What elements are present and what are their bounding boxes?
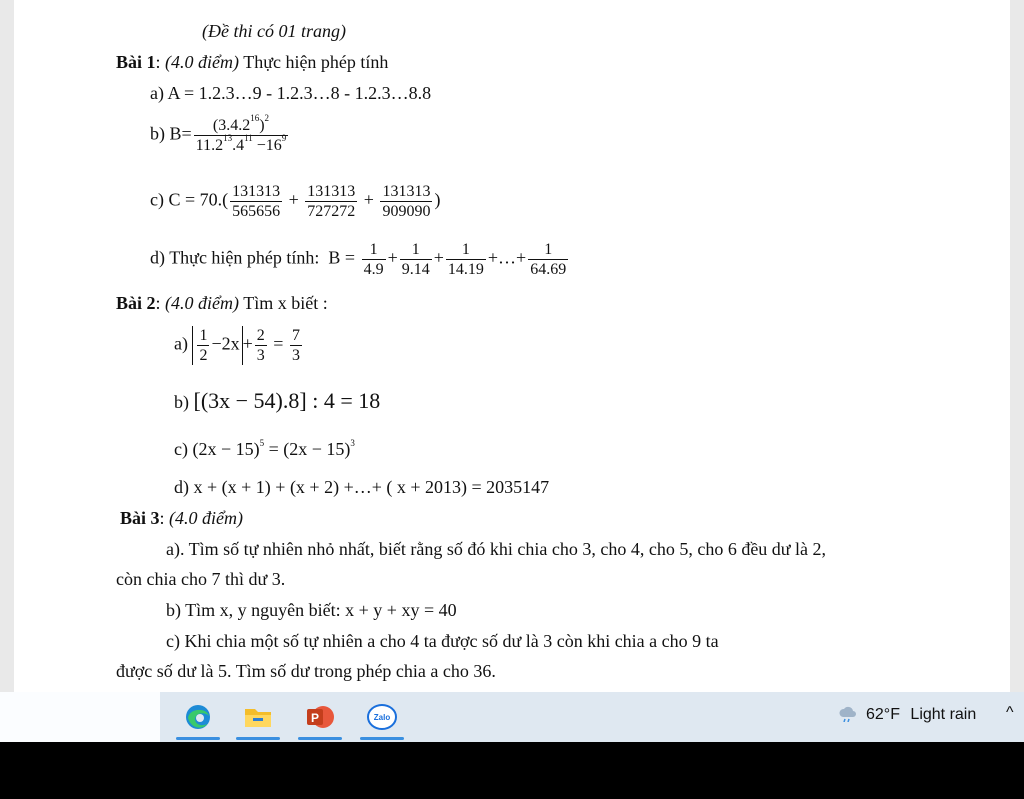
c-base2: (2x − 15) — [283, 439, 351, 459]
bai3-heading: Bài 3: (4.0 điểm) — [120, 508, 244, 528]
c-close: ) — [434, 189, 441, 210]
taskbar-file-explorer-button[interactable] — [236, 698, 280, 736]
taskbar-zalo-button[interactable] — [360, 698, 404, 736]
d-d2: 9.14 — [401, 261, 430, 278]
bai3-c-line2: được số dư là 5. Tìm số dư trong phép chia a cho 36. — [116, 661, 496, 681]
bai1-heading: Bài 1: (4.0 điểm) Thực hiện phép tính — [116, 52, 389, 72]
folder-icon — [243, 704, 273, 730]
taskbar-edge-button[interactable] — [176, 698, 220, 736]
a-frac-1 — [197, 326, 209, 365]
c-n1: 131313 — [232, 183, 281, 200]
bai2-d-expr: x + (x + 1) + (x + 2) +…+ ( x + 2013) = 2035147 — [193, 477, 550, 497]
active-indicator — [236, 737, 280, 740]
bai1-d-text: Thực hiện phép tính: — [169, 247, 320, 268]
bai3-title: Bài 3 — [120, 508, 160, 528]
bai1-b-label: b) — [150, 123, 165, 144]
c-frac-1 — [230, 182, 282, 221]
a-eq: = — [273, 333, 284, 354]
bai1-c-label: c) — [150, 189, 164, 210]
bai1-c — [150, 182, 440, 221]
bai3-a-line2: còn chia cho 7 thì dư 3. — [116, 569, 286, 589]
b-den-e3: 9 — [281, 133, 287, 143]
screen-bottom-black-bar — [0, 742, 1024, 799]
weather-temp: 62°F — [866, 706, 900, 723]
bai2-points: (4.0 điểm) — [165, 293, 240, 313]
show-hidden-icons-chevron-icon[interactable]: ^ — [1006, 704, 1014, 721]
bai2-c-label: c) — [174, 439, 188, 459]
c-d2: 727272 — [307, 203, 356, 220]
a-plus: + — [242, 333, 253, 354]
bai2-heading: Bài 2: (4.0 điểm) Tìm x biết : — [116, 293, 328, 313]
d-plus-1: + — [387, 247, 398, 268]
d-n1: 1 — [362, 240, 386, 260]
bai1-instruction: Thực hiện phép tính — [243, 52, 389, 72]
b-den-e2: 11 — [244, 133, 253, 143]
d-n2: 1 — [400, 240, 432, 260]
bai2-a-label: a) — [174, 333, 188, 354]
d-n4: 1 — [528, 240, 568, 260]
c-plus-1: + — [288, 189, 299, 210]
bai2-d-label: d) — [174, 477, 189, 497]
b-den-b: .4 — [232, 137, 245, 154]
d-frac-1 — [362, 240, 386, 279]
c-d3: 909090 — [382, 203, 431, 220]
c-exp2: 3 — [350, 438, 355, 448]
a-frac-3 — [290, 326, 302, 365]
c-exp1: 5 — [259, 438, 265, 448]
a-d1: 2 — [199, 347, 208, 364]
d-n3: 1 — [446, 240, 486, 260]
b-num-exp: 16 — [250, 113, 260, 123]
edge-icon — [183, 702, 213, 732]
a-d3: 3 — [291, 347, 300, 364]
c-n3: 131313 — [382, 183, 431, 200]
bai1-d-lhs: B = — [328, 247, 356, 268]
bai1-b-lhs: B= — [169, 123, 192, 144]
d-dots: +…+ — [487, 247, 527, 268]
c-frac-3 — [380, 182, 432, 221]
bai3-a-line1: a). Tìm số tự nhiên nhỏ nhất, biết rằng số đó khi chia cho 3, cho 4, cho 5, cho 6 đều dư là 2, — [166, 539, 827, 559]
zalo-label: Zalo — [373, 713, 391, 722]
bai1-d — [150, 240, 570, 279]
a-n1: 1 — [199, 327, 208, 344]
bai1-a — [150, 82, 431, 104]
b-num-close: ) — [259, 117, 265, 134]
document-page — [14, 0, 1010, 692]
zalo-icon — [366, 702, 398, 732]
bai1-a-expr: A = 1.2.3…9 - 1.2.3…8 - 1.2.3…8.8 — [167, 83, 432, 103]
powerpoint-letter: P — [310, 711, 320, 725]
c-d1: 565656 — [232, 203, 281, 220]
a-mid: −2x — [211, 333, 240, 354]
bai1-b-fraction — [194, 113, 289, 155]
bai2-b-label: b) — [174, 392, 189, 412]
taskbar-empty-area — [0, 692, 160, 742]
bai2-a — [174, 326, 304, 365]
bai2-d — [174, 476, 549, 498]
active-indicator — [176, 737, 220, 740]
c-n2: 131313 — [307, 183, 356, 200]
bai3-c-line1: c) Khi chia một số tự nhiên a cho 4 ta được số dư là 3 còn khi chia a cho 9 ta — [166, 631, 719, 651]
bai2-instruction: Tìm x biết : — [243, 293, 328, 313]
b-num-base: (3.4.2 — [212, 117, 251, 134]
active-indicator — [360, 737, 404, 740]
a-n2: 2 — [256, 327, 265, 344]
header-note: (Đề thi có 01 trang) — [202, 21, 346, 41]
bai3-points: (4.0 điểm) — [169, 508, 244, 528]
d-d4: 64.69 — [530, 261, 567, 278]
c-frac-2 — [305, 182, 357, 221]
d-frac-3 — [446, 240, 486, 279]
d-plus-2: + — [433, 247, 444, 268]
b-num-pow: 2 — [264, 113, 270, 123]
d-frac-4 — [528, 240, 568, 279]
bai1-a-label: a) — [150, 83, 164, 103]
d-d1: 4.9 — [363, 261, 384, 278]
a-d2: 3 — [256, 347, 265, 364]
c-eq: = — [264, 439, 284, 459]
bai1-b — [150, 113, 290, 155]
bai2-title: Bài 2 — [116, 293, 156, 313]
bai2-b — [174, 390, 380, 413]
d-d3: 14.19 — [447, 261, 484, 278]
b-den-c: −16 — [252, 137, 282, 154]
rain-cloud-icon — [838, 706, 858, 722]
bai1-points: (4.0 điểm) — [165, 52, 240, 72]
bai2-c — [174, 438, 355, 460]
powerpoint-icon — [304, 702, 336, 732]
bai3-b: b) Tìm x, y nguyên biết: x + y + xy = 40 — [166, 600, 457, 620]
bai2-b-expr: [(3x − 54).8] : 4 = 18 — [193, 388, 381, 413]
a-frac-2 — [255, 326, 267, 365]
b-den-e1: 13 — [223, 133, 233, 143]
a-n3: 7 — [291, 327, 300, 344]
c-plus-2: + — [363, 189, 374, 210]
b-den-a: 11.2 — [195, 137, 224, 154]
weather-widget[interactable] — [838, 706, 976, 724]
bai1-d-label: d) — [150, 247, 165, 268]
c-base1: (2x − 15) — [192, 439, 260, 459]
active-indicator — [298, 737, 342, 740]
taskbar — [0, 692, 1024, 742]
abs-value-bars — [192, 326, 242, 365]
bai1-title: Bài 1 — [116, 52, 156, 72]
bai1-c-lhs: C = 70.( — [168, 189, 229, 210]
taskbar-powerpoint-button[interactable] — [298, 698, 342, 736]
d-frac-2 — [400, 240, 432, 279]
weather-desc: Light rain — [910, 706, 977, 723]
